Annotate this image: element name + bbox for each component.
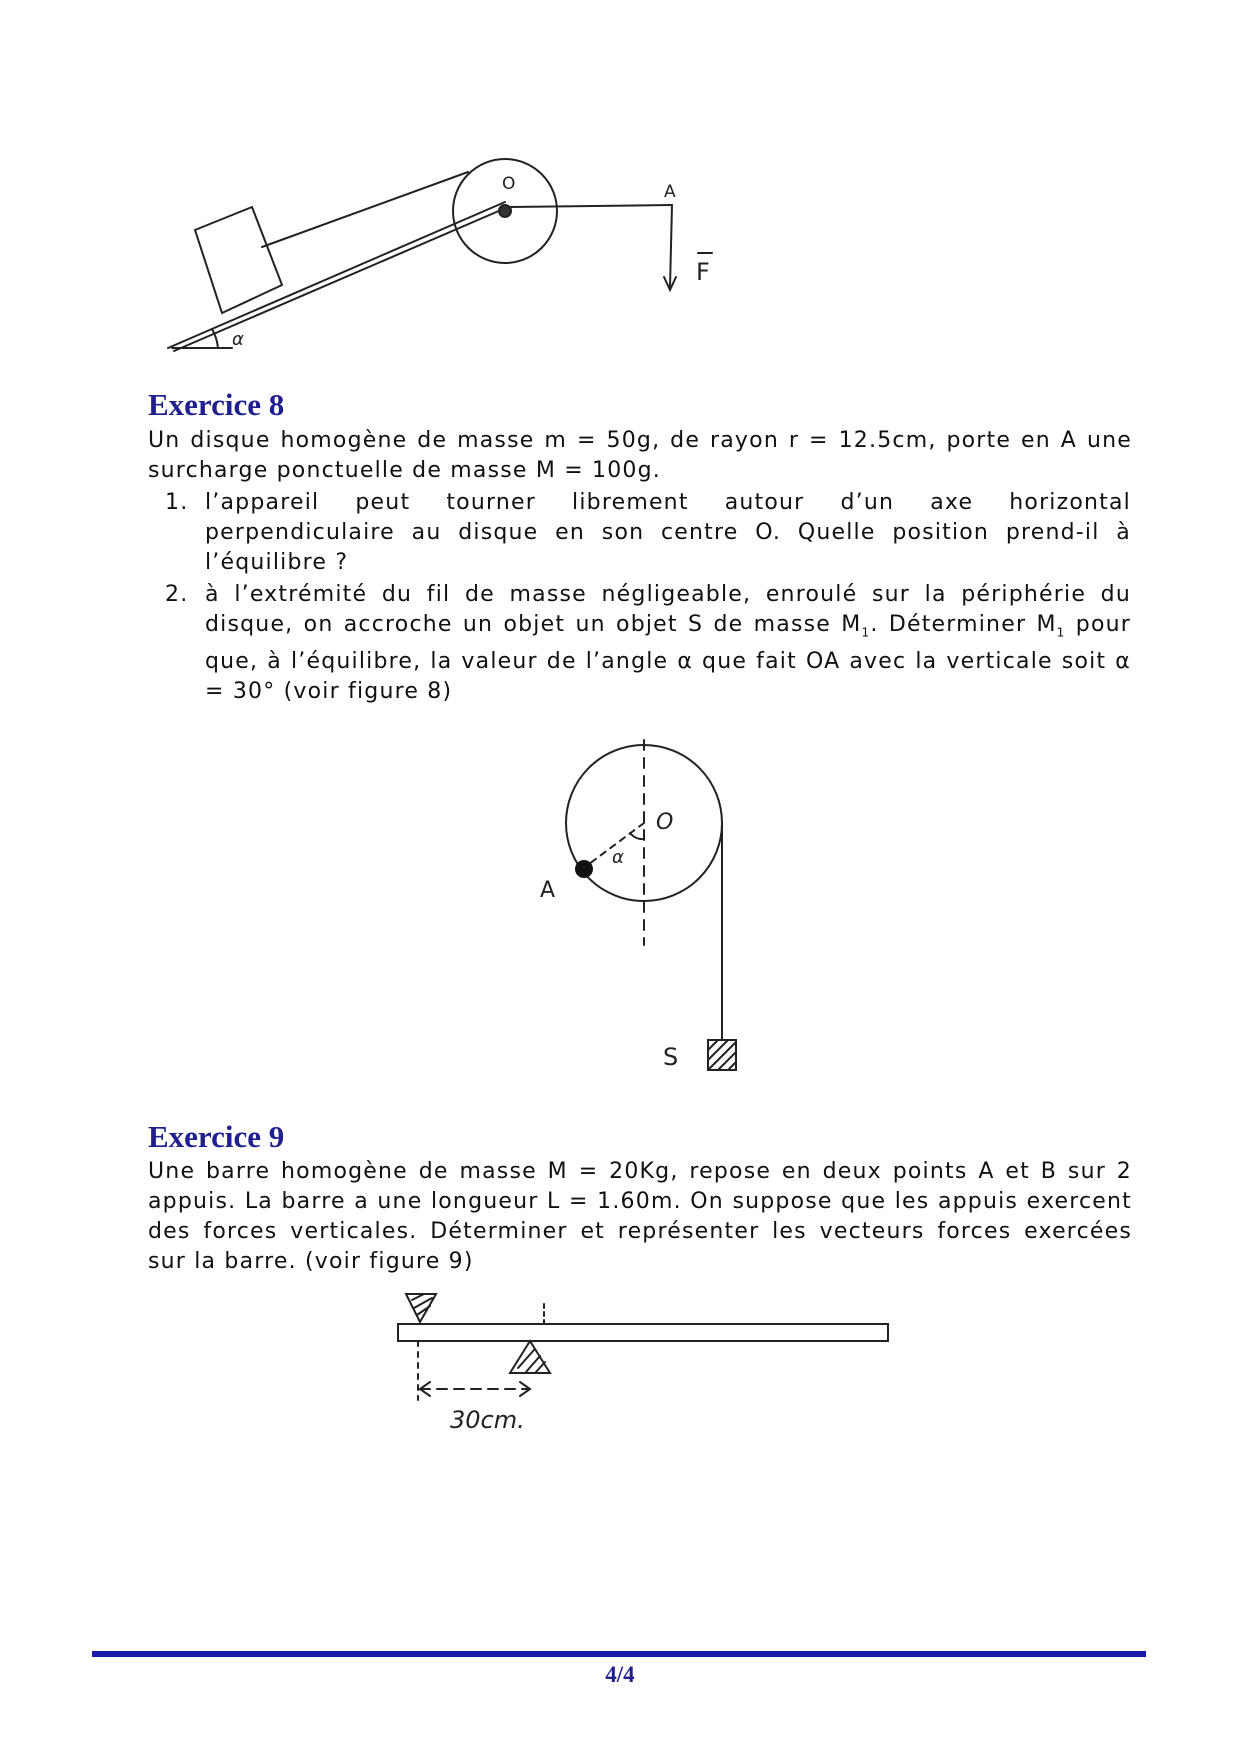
figure-9-bar (390, 1290, 910, 1450)
subscript: 1 (861, 625, 871, 640)
label-a: A (540, 878, 556, 903)
label-o: O (502, 174, 516, 194)
point-a-mass (575, 860, 593, 878)
block (195, 207, 282, 313)
subscript: 1 (1056, 625, 1066, 640)
hatch (417, 1306, 430, 1315)
figure-incline-pulley (150, 145, 760, 360)
hatch (728, 1062, 736, 1070)
exercise-8-title: Exercice 8 (148, 387, 285, 422)
footer-rule (92, 1651, 1146, 1657)
label-s: S (663, 1043, 679, 1071)
hatch (708, 1040, 718, 1050)
rope-horizontal (510, 205, 672, 207)
hatch (536, 1362, 545, 1372)
hatch (708, 1040, 728, 1060)
distance-label: 30cm. (450, 1406, 525, 1434)
rope-block (262, 172, 468, 247)
exercise-9-text: Une barre homogène de masse M = 20Kg, repose en deux points A et B sur 2 appuis. La barre a une longueur L = 1.60m. On suppose que les appuis exercent des forces verticales. Déterminer et représenter les vecteurs forces exercées sur la barre. (voir figure 9) (148, 1159, 1132, 1274)
bar (398, 1324, 888, 1341)
exercise-8-intro: Un disque homogène de masse m = 50g, de rayon r = 12.5cm, porte en A une surcharge ponctuelle de masse M = 100g. (148, 428, 1132, 483)
label-alpha: α (232, 329, 244, 350)
incline-line-2 (174, 207, 508, 351)
item-number: 1. (165, 490, 189, 515)
exercise-8-item-1 (165, 488, 1131, 578)
hatch (718, 1052, 736, 1070)
item-text: l’appareil peut tourner librement autour d’un axe horizontal perpendiculaire au disque en son centre O. Quelle position prend-il à l’équilibre ? (205, 490, 1131, 575)
force-arrow (670, 205, 672, 287)
label-o: O (656, 810, 674, 835)
item-number: 2. (165, 582, 189, 607)
item-text-b: . Déterminer M (870, 612, 1057, 637)
label-alpha: α (612, 847, 624, 868)
label-f: F (696, 258, 710, 286)
item-text-c: pour que, à l’équilibre, la valeur de l’angle α que fait OA avec la verticale soit α = 30° (voir figure 8) (205, 612, 1131, 705)
item-text-a: à l’extrémité du fil de masse négligeable, enroulé sur la périphérie du disque, on accroche un objet un objet S de masse M (205, 582, 1131, 637)
alpha-arc (630, 833, 644, 839)
exercise-8-item-2 (165, 580, 1131, 707)
figure-8-disk (520, 735, 750, 1075)
exercise-9-title: Exercice 9 (148, 1119, 285, 1154)
label-a: A (664, 182, 676, 202)
page-number: 4/4 (605, 1662, 635, 1687)
